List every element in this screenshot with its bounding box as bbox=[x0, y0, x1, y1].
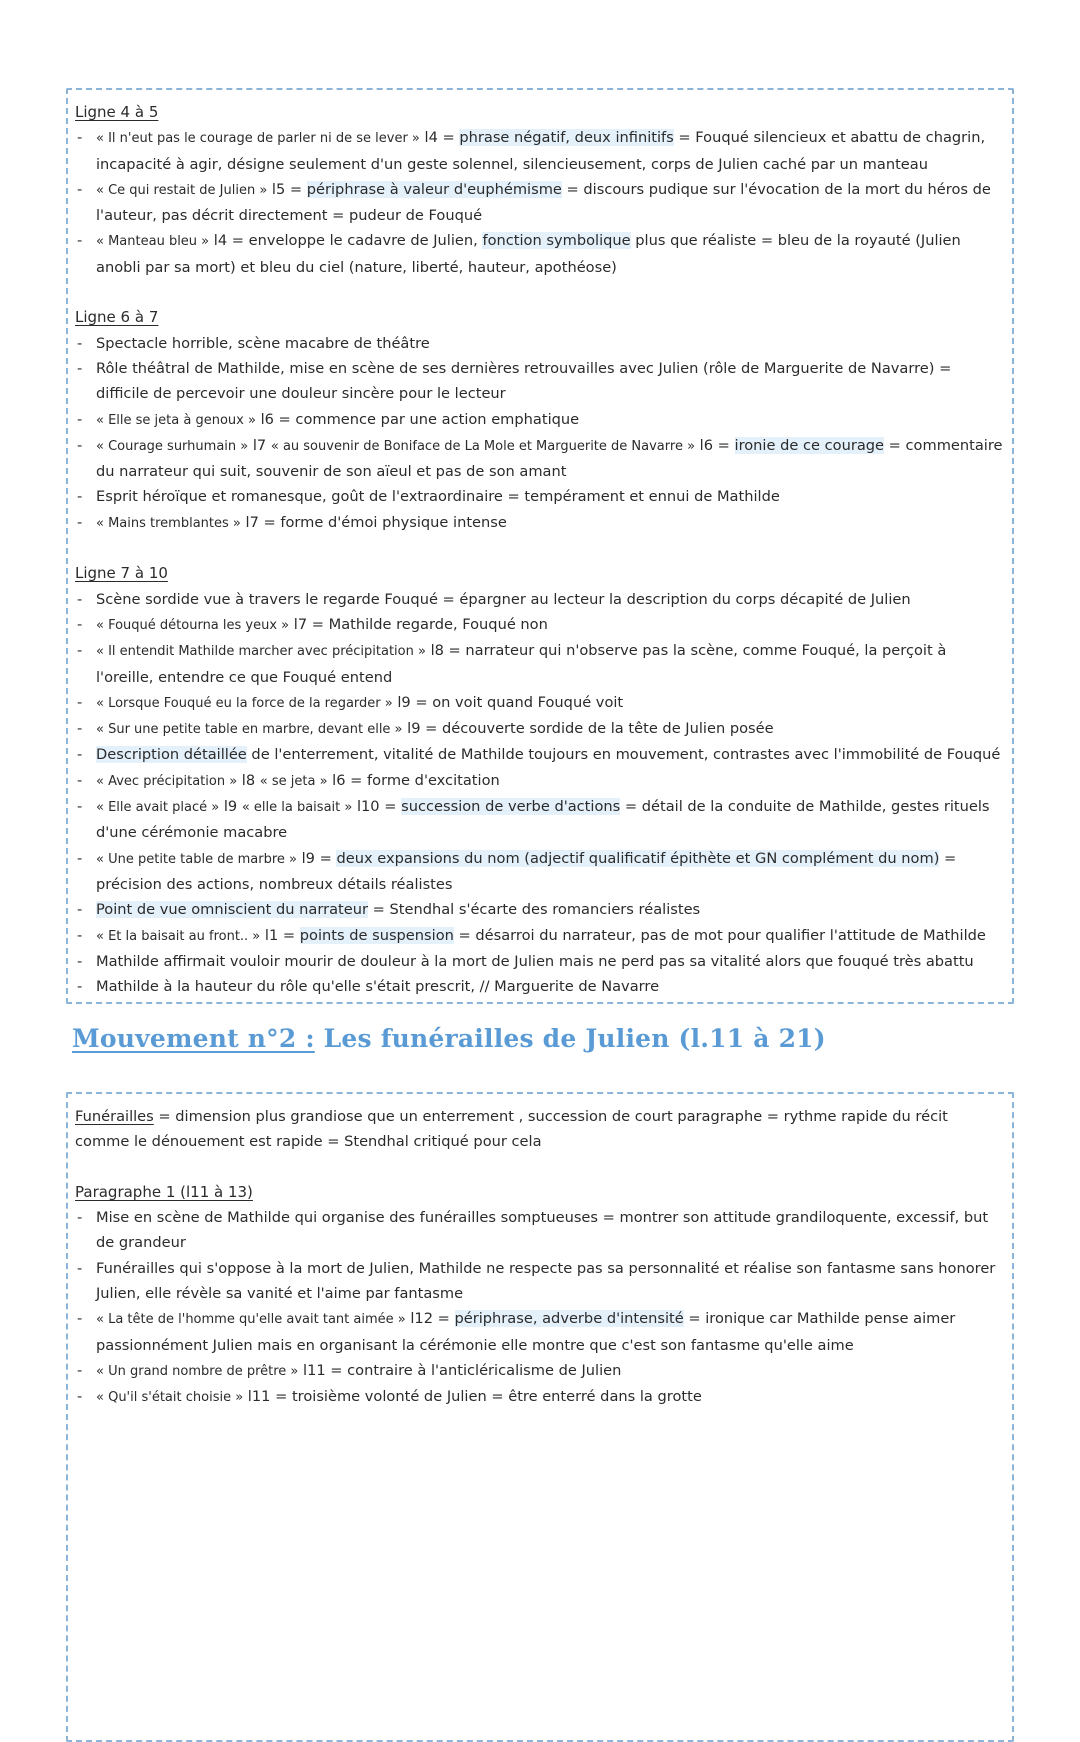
text-segment: l1 = bbox=[260, 926, 300, 944]
text-segment: l8 = narrateur qui n'observe pas la scène, comme Fouqué, la perçoit à l'oreille, entendre ce que Fouqué entend bbox=[96, 642, 947, 686]
quotation: « Et la baisait au front.. » bbox=[96, 928, 261, 944]
quotation: « La tête de l'homme qu'elle avait tant aimée » bbox=[96, 1312, 406, 1328]
list-item bbox=[75, 407, 1005, 433]
quotation: « se jeta » bbox=[259, 773, 328, 789]
list-item bbox=[75, 510, 1005, 536]
quotation: « Manteau bleu » bbox=[96, 234, 210, 250]
quotation: « Sur une petite table en marbre, devant elle » bbox=[96, 722, 403, 738]
bullet-list bbox=[75, 331, 1005, 536]
paragraph-1-list bbox=[75, 1205, 1005, 1410]
highlighted-term: points de suspension bbox=[299, 926, 454, 944]
quotation: « Elle avait placé » bbox=[96, 800, 220, 816]
highlighted-term: Description détaillée bbox=[96, 746, 247, 764]
bullet-list bbox=[75, 587, 1005, 1000]
list-item bbox=[75, 433, 1005, 485]
highlighted-term: phrase négatif, deux infinitifs bbox=[459, 129, 674, 147]
text-segment: = commentaire du narrateur qui suit, souvenir de son aïeul et pas de son amant bbox=[96, 436, 1003, 481]
list-item bbox=[75, 638, 1005, 690]
text-segment: l8 bbox=[237, 771, 260, 789]
text-segment: = détail de la conduite de Mathilde, gestes rituels d'une cérémonie macabre bbox=[96, 798, 990, 842]
quotation: « Elle se jeta à genoux » bbox=[96, 412, 256, 428]
text-segment: = discours pudique sur l'évocation de la mort du héros de l'auteur, pas décrit directement = pudeur de Fouqué bbox=[96, 180, 991, 225]
highlighted-term: Point de vue omniscient du narrateur bbox=[96, 901, 368, 919]
quotation: « Mains tremblantes » bbox=[96, 515, 241, 531]
text-segment: l4 = enveloppe le cadavre de Julien, bbox=[209, 232, 483, 250]
list-item bbox=[75, 484, 1005, 509]
section-title-rest: Les funérailles de Julien (l.11 à 21) bbox=[314, 1024, 826, 1053]
text-segment: Mise en scène de Mathilde qui organise des funérailles somptueuses = montrer son attitude grandiloquente, excessif, but de grandeur bbox=[96, 1209, 989, 1252]
list-item bbox=[75, 228, 1005, 280]
text-segment: plus que réaliste = bleu de la royauté (Julien anobli par sa mort) et bleu du ciel (nature, liberté, hauteur, apothéose) bbox=[96, 232, 961, 276]
underlined-term: Funérailles bbox=[75, 1108, 154, 1125]
list-item bbox=[75, 331, 1005, 356]
quotation: « Ce qui restait de Julien » bbox=[96, 182, 268, 198]
list-item bbox=[75, 923, 1005, 949]
section-title-main: Mouvement n°2 : bbox=[72, 1024, 315, 1053]
highlighted-term: fonction symbolique bbox=[482, 232, 631, 250]
text-segment: l7 bbox=[248, 436, 271, 454]
bullet-list bbox=[75, 125, 1005, 280]
list-item bbox=[75, 587, 1005, 612]
text-segment: = Stendhal s'écarte des romanciers réalistes bbox=[367, 901, 701, 919]
section-title bbox=[72, 1024, 826, 1053]
text-segment: = désarroi du narrateur, pas de mot pour qualifier l'attitude de Mathilde bbox=[453, 926, 986, 944]
highlighted-term: ironie de ce courage bbox=[734, 436, 885, 454]
paragraph-heading: Paragraphe 1 (l11 à 13) bbox=[75, 1182, 253, 1201]
text-segment: = ironique car Mathilde pense aimer passionnément Julien mais en organisant la cérémonie elle montre que c'est son fantasme qu'elle aime bbox=[96, 1310, 956, 1354]
highlighted-term: deux expansions du nom (adjectif qualificatif épithète et GN complément du nom) bbox=[336, 849, 940, 867]
list-item bbox=[75, 1306, 1005, 1358]
quotation: « Courage surhumain » bbox=[96, 438, 249, 454]
text-segment: l5 = bbox=[267, 180, 307, 198]
list-item bbox=[75, 768, 1005, 794]
list-item bbox=[75, 125, 1005, 177]
text-segment: l9 = découverte sordide de la tête de Julien posée bbox=[402, 720, 774, 738]
text-segment: l6 = commence par une action emphatique bbox=[255, 410, 580, 428]
text-segment: Mathilde à la hauteur du rôle qu'elle s'était prescrit, // Marguerite de Navarre bbox=[96, 978, 660, 996]
quotation: « au souvenir de Boniface de La Mole et Marguerite de Navarre » bbox=[270, 438, 696, 454]
quotation: « Fouqué détourna les yeux » bbox=[96, 617, 290, 633]
section-heading: Ligne 6 à 7 bbox=[75, 308, 159, 327]
list-item bbox=[75, 1256, 1005, 1307]
list-item bbox=[75, 742, 1005, 767]
section-heading: Ligne 4 à 5 bbox=[75, 103, 159, 121]
list-item bbox=[75, 612, 1005, 638]
list-item bbox=[75, 716, 1005, 742]
section-heading: Ligne 7 à 10 bbox=[75, 564, 168, 583]
list-item bbox=[75, 356, 1005, 407]
text-segment: l4 = bbox=[419, 129, 460, 147]
quotation: « Il n'eut pas le courage de parler ni de se lever » bbox=[96, 131, 420, 147]
text-segment: l6 = forme d'excitation bbox=[327, 771, 500, 789]
quotation: « elle la baisait » bbox=[241, 800, 353, 816]
list-item bbox=[75, 1205, 1005, 1256]
text-segment: = dimension plus grandiose que un enterrement , succession de court paragraphe = rythme rapide du récit comme le dénouement est rapide = Stendhal critiqué pour cela bbox=[75, 1108, 948, 1151]
text-segment: l10 = bbox=[352, 798, 402, 816]
text-segment: l6 = bbox=[695, 436, 735, 454]
list-item bbox=[75, 974, 1005, 999]
text-segment: Funérailles qui s'oppose à la mort de Julien, Mathilde ne respecte pas sa personnalité et réalise son fantasme sans honorer Julien, elle révèle sa vanité et l'aime par fantasme bbox=[96, 1259, 996, 1303]
list-item bbox=[75, 1384, 1005, 1410]
highlighted-term: périphrase, adverbe d'intensité bbox=[454, 1310, 684, 1328]
text-segment: Mathilde affirmait vouloir mourir de douleur à la mort de Julien mais ne perd pas sa vitalité alors que fouqué très abattu bbox=[96, 952, 974, 970]
text-segment: l9 bbox=[219, 798, 242, 816]
text-segment: l7 = forme d'émoi physique intense bbox=[240, 513, 507, 531]
intro-paragraph bbox=[75, 1104, 1005, 1155]
highlighted-term: périphrase à valeur d'euphémisme bbox=[306, 180, 562, 198]
text-segment: l12 = bbox=[405, 1310, 455, 1328]
list-item bbox=[75, 794, 1005, 846]
text-segment: Scène sordide vue à travers le regarde Fouqué = épargner au lecteur la description du corps décapité de Julien bbox=[96, 590, 911, 608]
quotation: « Une petite table de marbre » bbox=[96, 851, 297, 867]
text-segment: l9 = on voit quand Fouqué voit bbox=[392, 693, 624, 711]
list-item bbox=[75, 846, 1005, 898]
text-segment: = précision des actions, nombreux détails réalistes bbox=[96, 849, 957, 893]
text-segment: l9 = bbox=[296, 849, 337, 867]
notes-content-movement-1 bbox=[75, 100, 1005, 999]
text-segment: Rôle théâtral de Mathilde, mise en scène de ses dernières retrouvailles avec Julien (rôle de Marguerite de Navarre) = difficile de percevoir une douleur sincère pour le lecteur bbox=[96, 359, 952, 403]
list-item bbox=[75, 1358, 1005, 1384]
text-segment: l7 = Mathilde regarde, Fouqué non bbox=[289, 615, 548, 633]
quotation: « Il entendit Mathilde marcher avec précipitation » bbox=[96, 644, 426, 660]
list-item bbox=[75, 897, 1005, 922]
text-segment: l11 = troisième volonté de Julien = être enterré dans la grotte bbox=[243, 1388, 702, 1406]
text-segment: l11 = contraire à l'anticléricalisme de Julien bbox=[298, 1361, 622, 1379]
quotation: « Lorsque Fouqué eu la force de la regarder » bbox=[96, 695, 393, 711]
text-segment: Spectacle horrible, scène macabre de théâtre bbox=[96, 334, 430, 352]
list-item bbox=[75, 690, 1005, 716]
quotation: « Avec précipitation » bbox=[96, 773, 238, 789]
highlighted-term: succession de verbe d'actions bbox=[401, 798, 621, 816]
text-segment: = Fouqué silencieux et abattu de chagrin, incapacité à agir, désigne seulement d'un geste solennel, silencieusement, corps de Julien caché par un manteau bbox=[96, 129, 986, 173]
quotation: « Qu'il s'était choisie » bbox=[96, 1390, 244, 1406]
notes-content-movement-2 bbox=[75, 1104, 1005, 1411]
quotation: « Un grand nombre de prêtre » bbox=[96, 1363, 299, 1379]
text-segment: Esprit héroïque et romanesque, goût de l'extraordinaire = tempérament et ennui de Mathilde bbox=[96, 488, 780, 506]
list-item bbox=[75, 949, 1005, 974]
list-item bbox=[75, 177, 1005, 229]
text-segment: de l'enterrement, vitalité de Mathilde toujours en mouvement, contrastes avec l'immobilité de Fouqué bbox=[246, 746, 1001, 764]
